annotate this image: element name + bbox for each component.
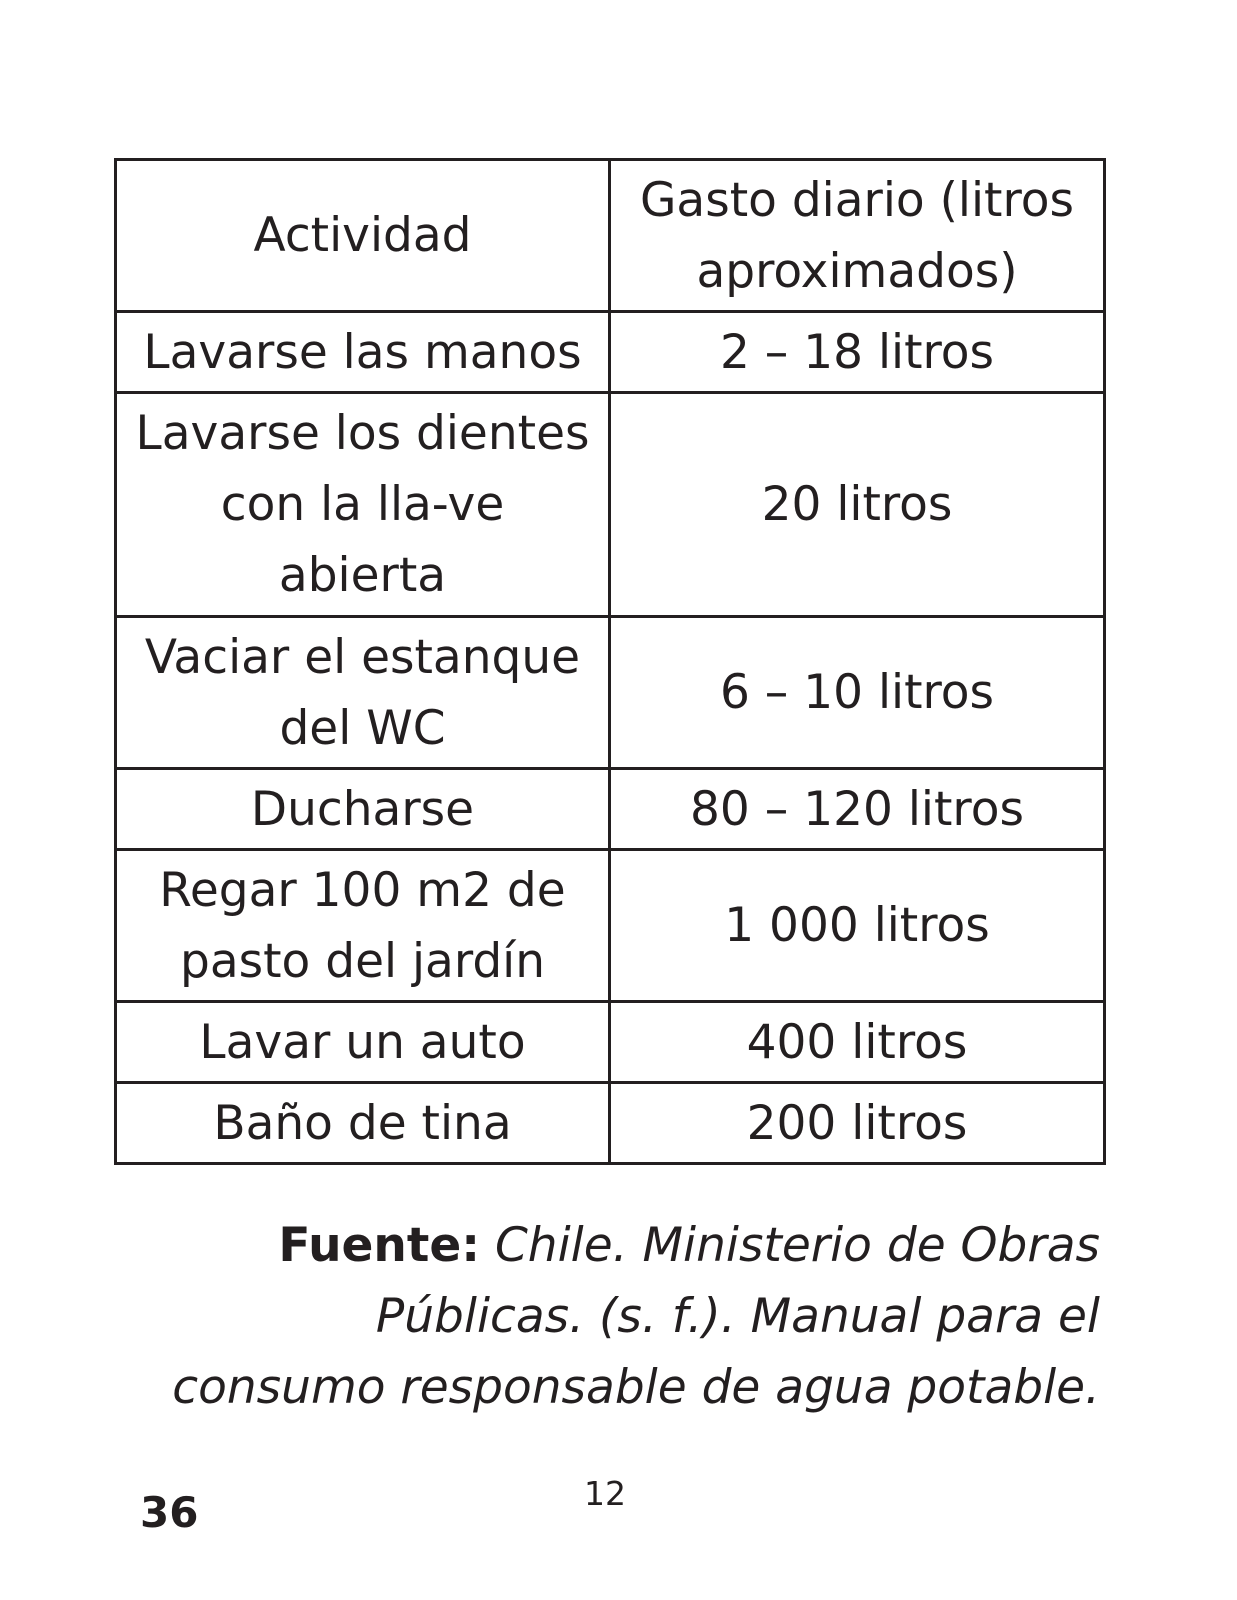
water-usage-table-container	[114, 158, 1103, 1165]
table-row	[116, 617, 1105, 769]
usage-cell: 80 – 120 litros	[610, 769, 1105, 850]
source-label: Fuente:	[278, 1218, 481, 1273]
activity-cell: Vaciar el estanque del WC	[116, 617, 610, 769]
book-page-number: 36	[140, 1488, 199, 1537]
activity-cell: Baño de tina	[116, 1083, 610, 1164]
table-row	[116, 769, 1105, 850]
table-row	[116, 1002, 1105, 1083]
table-row	[116, 1083, 1105, 1164]
activity-cell: Ducharse	[116, 769, 610, 850]
usage-cell: 200 litros	[610, 1083, 1105, 1164]
table-row	[116, 312, 1105, 393]
activity-cell: Regar 100 m2 de pasto del jardín	[116, 850, 610, 1002]
table-header-row	[116, 160, 1105, 312]
usage-cell: 400 litros	[610, 1002, 1105, 1083]
activity-cell: Lavar un auto	[116, 1002, 610, 1083]
header-daily-usage: Gasto diario (litros aproximados)	[610, 160, 1105, 312]
usage-cell: 1 000 litros	[610, 850, 1105, 1002]
usage-cell: 20 litros	[610, 393, 1105, 617]
usage-cell: 2 – 18 litros	[610, 312, 1105, 393]
usage-cell: 6 – 10 litros	[610, 617, 1105, 769]
water-usage-table	[114, 158, 1106, 1165]
source-citation	[150, 1210, 1100, 1423]
table-row	[116, 850, 1105, 1002]
activity-cell: Lavarse los dientes con la lla-ve abierta	[116, 393, 610, 617]
source-text: Chile. Ministerio de Obras Públicas. (s. f.). Manual para el consumo responsable de agua potable.	[172, 1218, 1100, 1415]
header-activity: Actividad	[116, 160, 610, 312]
document-page-number: 12	[584, 1474, 626, 1513]
table-row	[116, 393, 1105, 617]
activity-cell: Lavarse las manos	[116, 312, 610, 393]
